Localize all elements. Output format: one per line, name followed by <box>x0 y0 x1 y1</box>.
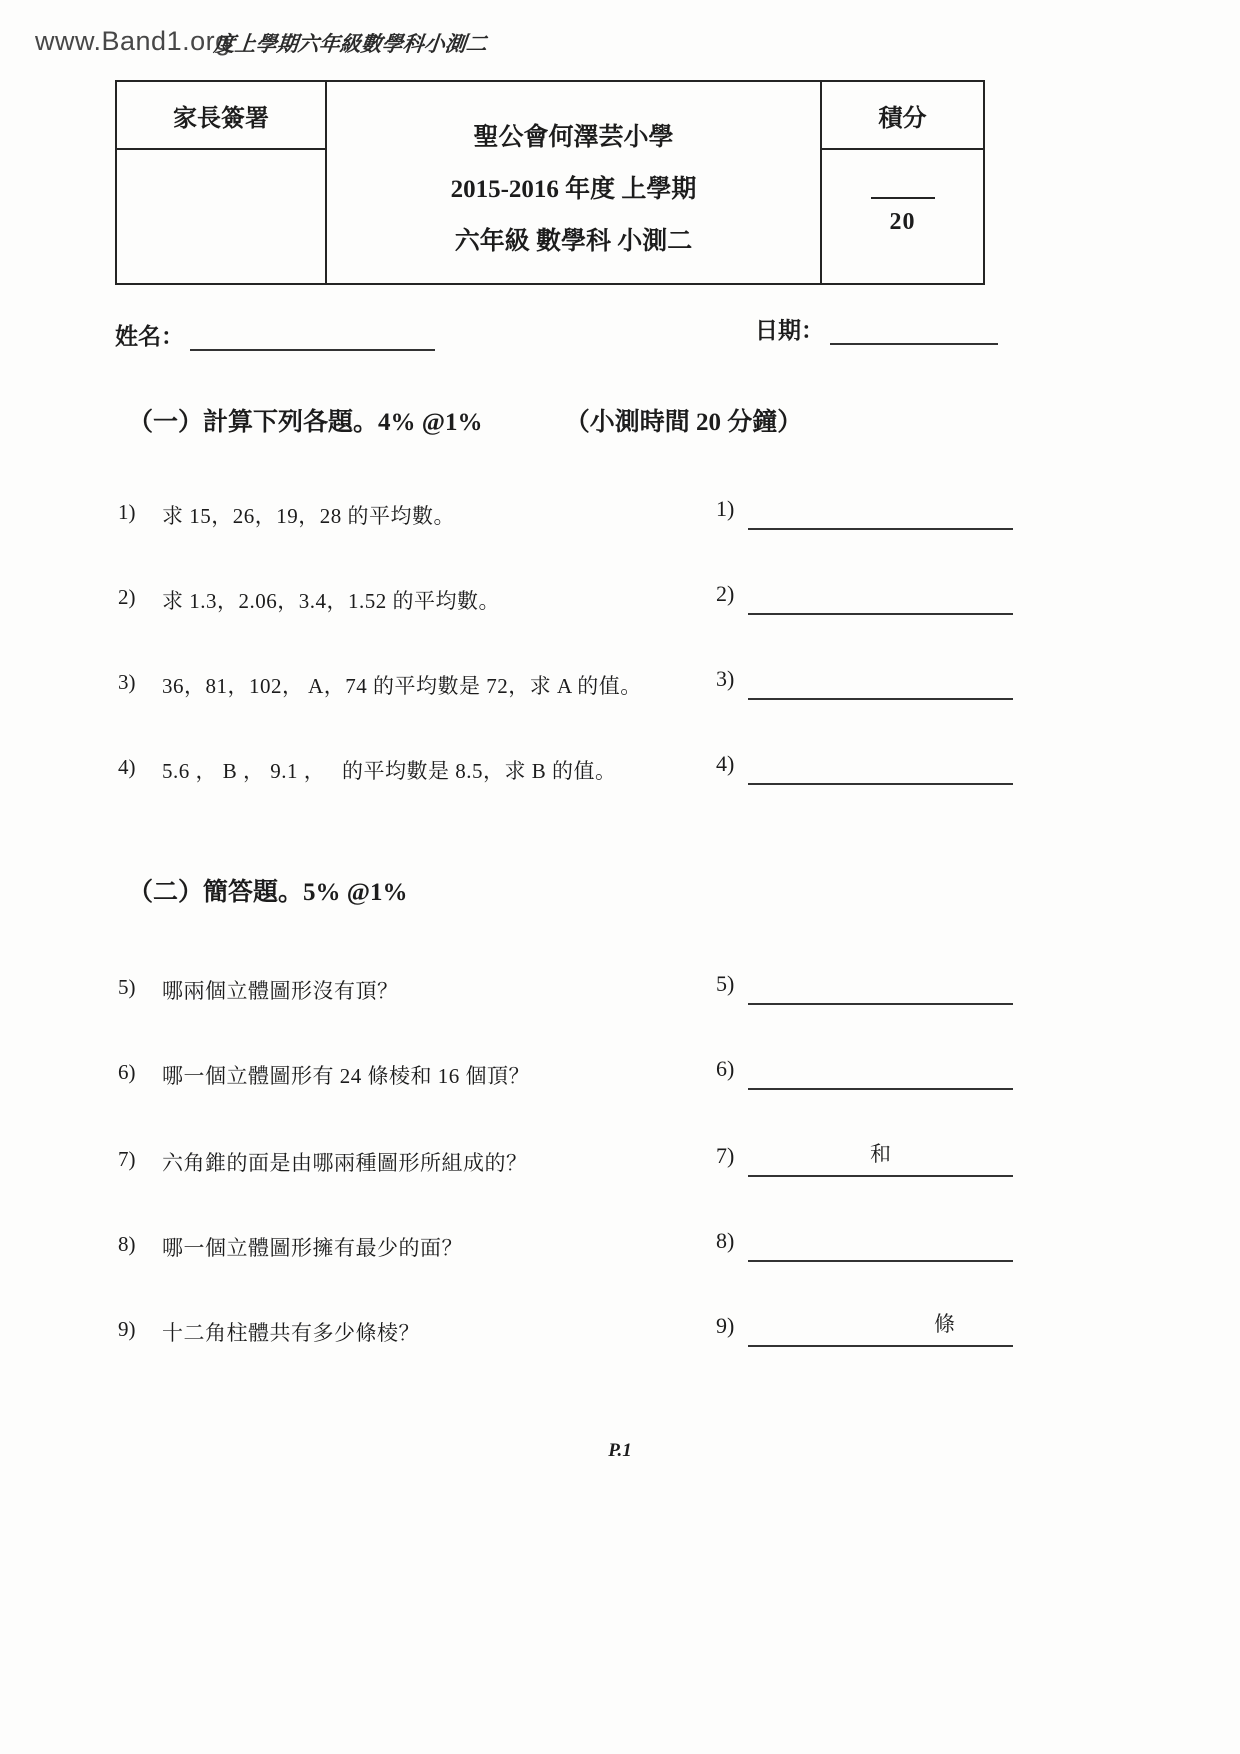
answer-connector-label: 和 <box>870 1142 891 1166</box>
score-cell <box>822 82 983 283</box>
answer-number: 6) <box>716 1056 735 1081</box>
answer-blank[interactable] <box>748 1224 1013 1262</box>
school-name: 聖公會何澤芸小學 <box>473 123 674 151</box>
answer-blank[interactable] <box>748 492 1013 530</box>
question-row-2 <box>118 581 1023 627</box>
section1-heading-row <box>128 402 802 438</box>
date-input-line[interactable] <box>830 319 998 345</box>
header-table <box>115 80 985 285</box>
question-number: 6) <box>118 1060 136 1084</box>
section1-heading: （一）計算下列各題。4% @1% <box>128 409 483 436</box>
answer-number: 3) <box>716 666 735 691</box>
question-text: 哪一個立體圖形有 24 條棱和 16 個頂？ <box>162 1064 530 1088</box>
question-row-5 <box>118 971 1023 1017</box>
question-number: 5) <box>118 975 136 999</box>
question-row-6 <box>118 1056 1023 1102</box>
question-number: 8) <box>118 1232 136 1256</box>
score-total: 20 <box>889 209 916 235</box>
subject-line: 六年級 數學科 小測二 <box>454 227 693 255</box>
question-number: 7) <box>118 1147 136 1171</box>
question-row-1 <box>118 496 1023 542</box>
parent-signature-label: 家長簽署 <box>117 82 325 150</box>
question-text: 求 1.3，2.06，3.4，1.52 的平均數。 <box>162 589 500 613</box>
parent-signature-area[interactable] <box>117 150 325 283</box>
score-area <box>822 150 983 283</box>
handwritten-title: 度上學期六年級數學科小測二 <box>212 32 489 56</box>
question-text: 哪一個立體圖形擁有最少的面？ <box>162 1236 463 1260</box>
page-number: P.1 <box>608 1440 632 1461</box>
date-label: 日期： <box>755 318 824 343</box>
question-row-3 <box>118 666 1023 712</box>
school-info-cell <box>327 82 822 283</box>
question-text: 六角錐的面是由哪兩種圖形所組成的？ <box>162 1151 528 1175</box>
question-number: 2) <box>118 585 136 609</box>
question-row-8 <box>118 1228 1023 1274</box>
name-field-row <box>115 318 435 351</box>
answer-blank[interactable] <box>748 1139 1013 1177</box>
quiz-time-note: （小測時間 20 分鐘） <box>564 409 803 436</box>
question-number: 4) <box>118 755 136 779</box>
answer-number: 7) <box>716 1143 735 1168</box>
question-row-7 <box>118 1142 1023 1189</box>
parent-signature-cell <box>117 82 327 283</box>
name-label: 姓名： <box>115 324 184 349</box>
answer-number: 8) <box>716 1228 735 1253</box>
question-row-9 <box>118 1312 1023 1359</box>
question-text: 36，81，102， A，74 的平均數是 72，求 A 的值。 <box>162 674 642 698</box>
date-field-row <box>755 312 998 345</box>
score-blank-line[interactable] <box>871 197 935 199</box>
question-number: 9) <box>118 1317 136 1341</box>
question-text: 求 15，26，19，28 的平均數。 <box>162 504 455 528</box>
question-number: 1) <box>118 500 136 524</box>
answer-blank[interactable] <box>748 967 1013 1005</box>
answer-number: 1) <box>716 496 735 521</box>
answer-number: 2) <box>716 581 735 606</box>
answer-number: 9) <box>716 1313 735 1338</box>
question-text: 5.6 ， B ， 9.1 ， 的平均數是 8.5，求 B 的值。 <box>162 759 617 783</box>
year-term: 2015-2016 年度 上學期 <box>450 175 697 203</box>
answer-blank[interactable] <box>748 1309 1013 1347</box>
answer-blank[interactable] <box>748 662 1013 700</box>
question-number: 3) <box>118 670 136 694</box>
answer-blank[interactable] <box>748 1052 1013 1090</box>
answer-blank[interactable] <box>748 577 1013 615</box>
question-row-4 <box>118 751 1023 797</box>
answer-blank[interactable] <box>748 747 1013 785</box>
section2-heading-row <box>128 872 408 908</box>
watermark-url: www.Band1.org <box>35 26 231 56</box>
section2-heading: （二）簡答題。5% @1% <box>128 879 408 906</box>
name-input-line[interactable] <box>190 325 435 351</box>
answer-number: 4) <box>716 751 735 776</box>
answer-unit-label: 條 <box>934 1312 955 1336</box>
score-label: 積分 <box>822 82 983 150</box>
question-text: 十二角柱體共有多少條棱？ <box>162 1321 420 1345</box>
question-text: 哪兩個立體圖形沒有頂？ <box>162 979 399 1003</box>
answer-number: 5) <box>716 971 735 996</box>
